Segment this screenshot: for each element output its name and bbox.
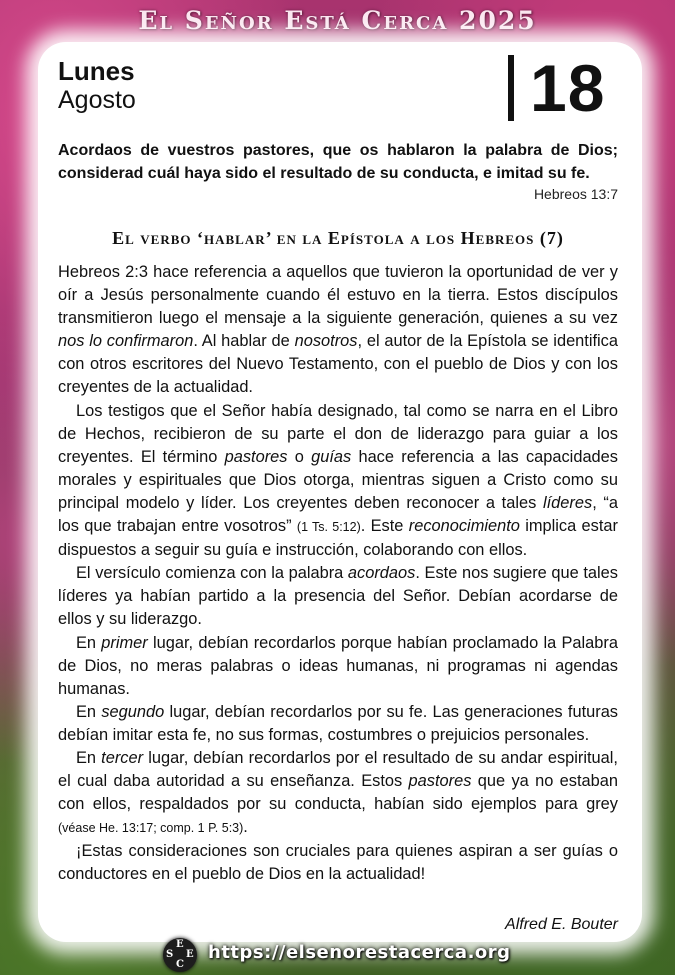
weekday: Lunes (58, 56, 135, 86)
website-link[interactable]: https://elsenorestacerca.org (208, 942, 511, 963)
paragraph-2: Los testigos que el Señor había designado, tal como se narra en el Libro de Hechos, recibieron de su parte el don de liderazgo para guiar a los creyentes. El término pastores o guías hace referencia a las capacidades morales y espirituales que Dios otorga, mientras siguen a Cristo como su principal modelo y líder. Los creyentes deben reconocer a tales líderes, “a los que trabajan entre vosotros” (1 Ts. 5:12). Este reconocimiento implica estar dispuestos a seguir su guía e instrucción, colaborando con ellos. (58, 401, 618, 560)
month: Agosto (58, 86, 136, 114)
paragraph-4: En primer lugar, debían recordarlos porque habían proclamado la Palabra de Dios, no meras palabras o ideas humanas, ni programas ni agendas humanas. (58, 633, 618, 698)
publisher-logo: E S E C (163, 938, 197, 972)
publication-banner: El Señor Está Cerca 2025 (138, 6, 537, 35)
author-signature: Alfred E. Bouter (505, 916, 618, 933)
paragraph-6: En tercer lugar, debían recordarlos por el resultado de su andar espiritual, el cual daba autoridad a su enseñanza. Estos pastores que ya no estaban con ellos, respaldados por su conducta, habían sido ejemplos para grey (véase He. 13:17; comp. 1 P. 5:3). (58, 748, 619, 837)
paragraph-5: En segundo lugar, debían recordarlos por su fe. Las generaciones futuras debían imitar esta fe, no sus formas, costumbres o prejuicios personales. (58, 702, 619, 744)
paragraph-3: El versículo comienza con la palabra acordaos. Este nos sugiere que tales líderes ya habían partido a la presencia del Señor. Debían acordarse de ellos y su liderazgo. (58, 564, 618, 629)
paragraph-1: Hebreos 2:3 hace referencia a aquellos que tuvieron la oportunidad de ver y oír a Jesús personalmente cuando él estuvo en la tierra. Estos discípulos transmitieron luego el mensaje a la siguiente generación, quienes a su vez nos lo confirmaron. Al hablar de nosotros, el autor de la Epístola se identifica con otros escritores del Nuevo Testamento, con el pueblo de Dios y con los creyentes de la actualidad. (58, 263, 618, 397)
scripture-citation: (1 Ts. 5:12) (296, 520, 361, 535)
paragraph-7: ¡Estas consideraciones son cruciales para quienes aspiran a ser guías o conductores en el pueblo de Dios en la actualidad! (58, 842, 618, 884)
key-verse: Acordaos de vuestros pastores, que os hablaron la palabra de Dios; considerad cuál haya sido el resultado de su conducta, e imitad su fe. (58, 142, 618, 182)
date-divider (508, 55, 514, 121)
verse-reference: Hebreos 13:7 (533, 186, 618, 202)
article-title: El verbo ‘hablar’ en la Epístola a los Hebreos (7) (112, 228, 564, 248)
article-body (58, 261, 618, 887)
footer (0, 936, 675, 972)
scripture-citation: (véase He. 13:17; comp. 1 P. 5:3) (58, 821, 244, 836)
day-number: 18 (530, 51, 606, 125)
